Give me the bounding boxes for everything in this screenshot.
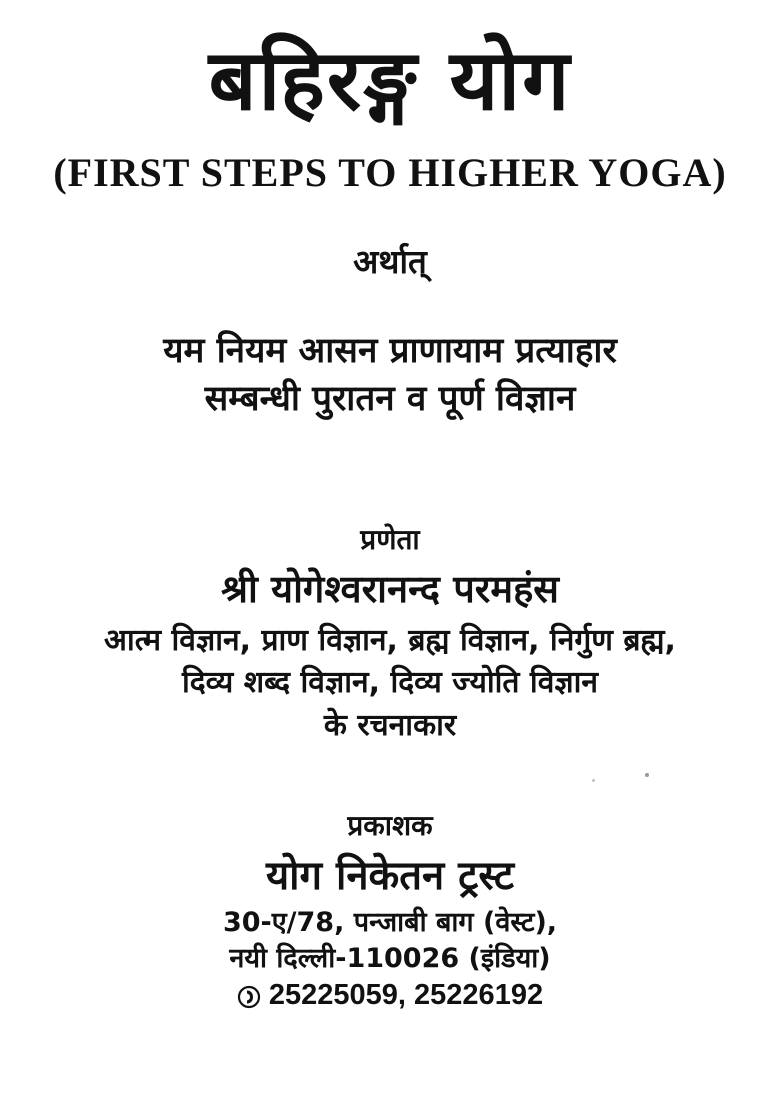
page-title: बहिरङ्ग योग [208,31,572,129]
telephone-circle-icon [237,984,261,1008]
description-line-1: यम नियम आसन प्राणायाम प्रत्याहार [163,331,617,372]
publisher-name: योग निकेतन ट्रस्ट [265,852,515,899]
publisher-address-line-2: नयी दिल्ली-110026 (इंडिया) [229,943,551,974]
phone-numbers: 25225059, 25226192 [268,979,544,1012]
meaning-label: अर्थात् [353,242,427,282]
scan-artifact-speck [645,773,649,777]
publisher-section [0,806,780,1013]
author-credits-line-3: के रचनाकार [323,707,457,743]
author-credits [0,620,780,748]
phone-line [0,979,780,1012]
author-credits-line-1: आत्म विज्ञान, प्राण विज्ञान, ब्रह्म विज्ञान, निर्गुण ब्रह्म, [104,622,676,658]
page-subtitle-english: (FIRST STEPS TO HIGHER YOGA) [53,150,727,196]
author-label: प्रणेता [360,522,420,556]
author-section [0,520,780,748]
description-line-2: सम्बन्धी पुरातन व पूर्ण विज्ञान [204,379,576,420]
description-block [0,327,780,424]
publisher-address [0,905,780,978]
author-name: श्री योगेश्वरानन्द परमहंस [221,566,559,611]
scan-artifact-speck [592,779,595,782]
publisher-address-line-1: 30-ए/78, पन्जाबी बाग (वेस्ट), [222,906,558,938]
author-credits-line-2: दिव्य शब्द विज्ञान, दिव्य ज्योति विज्ञान [181,665,599,701]
publisher-label: प्रकाशक [347,808,433,842]
